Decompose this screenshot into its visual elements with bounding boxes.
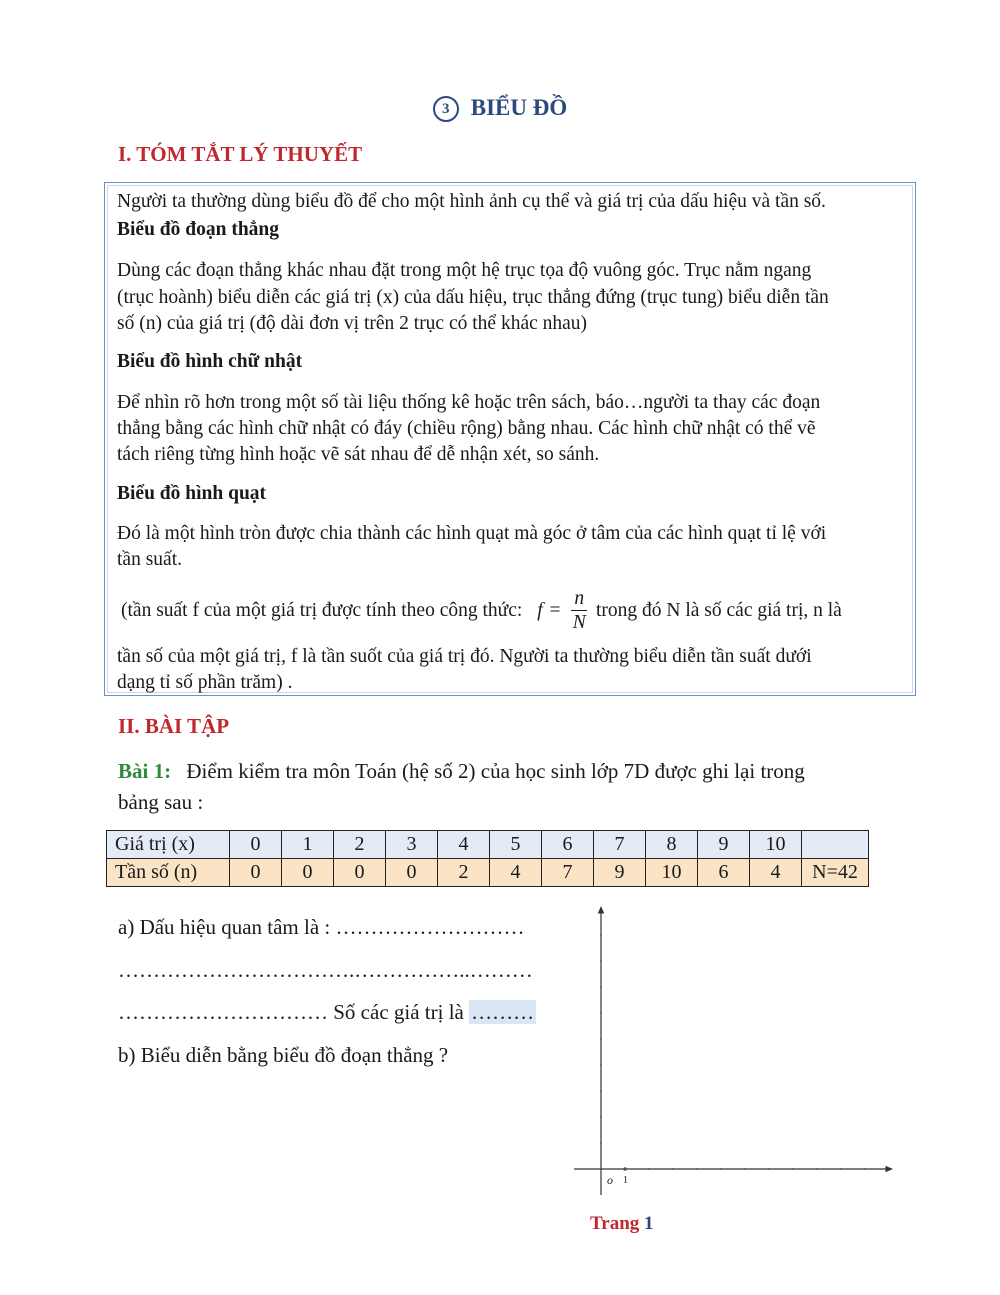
frequency-table xyxy=(106,830,869,887)
theory-box xyxy=(104,182,916,696)
formula-f: f xyxy=(537,599,543,621)
table-cell: 0 xyxy=(334,859,386,887)
line-chart-text-1: Dùng các đoạn thẳng khác nhau đặt trong một hệ trục tọa độ vuông góc. Trục nằm ngang xyxy=(117,260,812,281)
page-number: 1 xyxy=(644,1213,654,1234)
circled-number-icon: 3 xyxy=(433,96,459,122)
table-cell: 4 xyxy=(750,859,802,887)
page-footer xyxy=(590,1213,654,1235)
formula-equals: = xyxy=(549,599,561,621)
empty-coordinate-axes xyxy=(560,895,905,1200)
formula-text-2: tần số của một giá trị, f là tần suốt của giá trị đó. Người ta thường biểu diễn tần suất dưới xyxy=(117,646,812,667)
bar-chart-text-3: tách riêng từng hình hoặc vẽ sát nhau để dễ nhận xét, so sánh. xyxy=(117,444,600,465)
table-cell: 7 xyxy=(542,859,594,887)
exercise-text: Điểm kiểm tra môn Toán (hệ số 2) của học sinh lớp 7D được ghi lại trong xyxy=(186,759,805,783)
table-cell: 0 xyxy=(230,859,282,887)
table-cell: 0 xyxy=(282,859,334,887)
section-heading-exercises: II. BÀI TẬP xyxy=(118,714,230,738)
table-row-frequencies xyxy=(107,859,869,887)
formula-denominator: N xyxy=(572,612,586,633)
formula-prefix: (tần suất f của một giá trị được tính theo công thức: xyxy=(121,599,523,621)
section-heading-theory: I. TÓM TẮT LÝ THUYẾT xyxy=(118,142,363,166)
footer-label: Trang xyxy=(590,1213,640,1234)
pie-chart-heading: Biểu đồ hình quạt xyxy=(117,483,267,504)
table-cell: 2 xyxy=(334,831,386,859)
formula-numerator: n xyxy=(571,588,587,611)
formula-text-3: dạng tỉ số phần trăm) . xyxy=(117,672,293,693)
formula-suffix: trong đó N là số các giá trị, n là xyxy=(595,599,842,621)
table-cell: 7 xyxy=(594,831,646,859)
answer-blank[interactable]: ……… xyxy=(471,1000,535,1024)
table-cell xyxy=(802,831,869,859)
origin-label: o xyxy=(607,1173,613,1187)
table-cell: N=42 xyxy=(802,859,869,887)
table-cell: 9 xyxy=(698,831,750,859)
row-label: Giá trị (x) xyxy=(107,831,230,859)
formula-line xyxy=(121,588,911,635)
exercise-1-line-1 xyxy=(118,756,908,787)
table-cell: 10 xyxy=(750,831,802,859)
table-cell: 8 xyxy=(646,831,698,859)
question-a-line-1: a) Dấu hiệu quan tâm là : ……………………… xyxy=(118,915,525,939)
table-cell: 4 xyxy=(438,831,490,859)
question-a-line-2: …………………………….……………..……… xyxy=(118,958,533,982)
table-cell: 6 xyxy=(542,831,594,859)
question-b: b) Biểu diễn bằng biểu đồ đoạn thẳng ? xyxy=(118,1043,449,1067)
table-cell: 5 xyxy=(490,831,542,859)
intro-text: Người ta thường dùng biểu đồ để cho một hình ảnh cụ thể và giá trị của dấu hiệu và tần số. xyxy=(117,191,826,212)
title-text: BIỂU ĐỒ xyxy=(470,95,568,120)
question-a-line-3 xyxy=(118,997,536,1028)
line-chart-text-2: (trục hoành) biểu diễn các giá trị (x) của dấu hiệu, trục thẳng đứng (trục tung) biểu diễn tần xyxy=(117,287,829,308)
table-cell: 2 xyxy=(438,859,490,887)
table-cell: 0 xyxy=(386,859,438,887)
row-label: Tần số (n) xyxy=(107,859,230,887)
table-cell: 3 xyxy=(386,831,438,859)
question-a-dots: ………………………… Số các giá trị là xyxy=(118,1000,464,1024)
pie-chart-text-2: tần suất. xyxy=(117,549,182,570)
table-cell: 9 xyxy=(594,859,646,887)
bar-chart-text-1: Để nhìn rõ hơn trong một số tài liệu thống kê hoặc trên sách, báo…người ta thay các đoạn xyxy=(117,392,821,413)
unit-label: 1 xyxy=(623,1175,628,1186)
bar-chart-heading: Biểu đồ hình chữ nhật xyxy=(117,351,303,372)
bar-chart-text-2: thẳng bằng các hình chữ nhật có đáy (chiều rộng) bằng nhau. Các hình chữ nhật có thể vẽ xyxy=(117,418,816,439)
table-cell: 4 xyxy=(490,859,542,887)
table-cell: 6 xyxy=(698,859,750,887)
formula-fraction xyxy=(571,588,587,635)
table-cell: 10 xyxy=(646,859,698,887)
exercise-label: Bài 1: xyxy=(118,759,172,783)
table-row-values xyxy=(107,831,869,859)
exercise-1-line-2: bảng sau : xyxy=(118,790,204,814)
line-chart-text-3: số (n) của giá trị (độ dài đơn vị trên 2 trục có thể khác nhau) xyxy=(117,313,588,334)
pie-chart-text-1: Đó là một hình tròn được chia thành các hình quạt mà góc ở tâm của các hình quạt tỉ lệ với xyxy=(117,523,827,544)
table-cell: 1 xyxy=(282,831,334,859)
line-chart-heading: Biểu đồ đoạn thẳng xyxy=(117,219,280,240)
table-cell: 0 xyxy=(230,831,282,859)
page-title xyxy=(0,95,1000,122)
